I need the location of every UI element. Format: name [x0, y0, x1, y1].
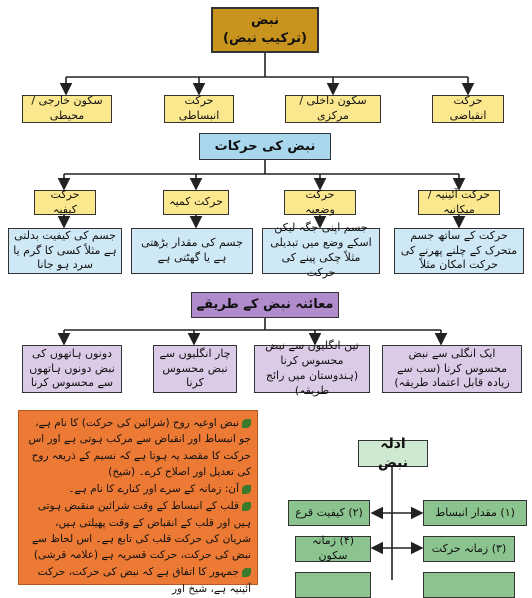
- methods-heading-text: معائنہ نبض کے طریقے: [196, 297, 334, 313]
- root-title: نبض: [251, 13, 279, 29]
- movement-mechanical: [418, 187, 500, 216]
- root-node: [211, 7, 319, 53]
- movement-label: حرکت کیفیہ: [50, 187, 80, 216]
- movements-heading: [199, 133, 331, 160]
- method-label: چار انگلیوں سے نبض محسوس کرنا: [159, 346, 231, 390]
- evidence-label: (۴) زمانہ سکون: [311, 534, 355, 562]
- evidence-beat-quality: [288, 500, 370, 526]
- method-label: ایک انگلی سے نبض محسوس کرنا (سب سے زیادہ قابل اعتماد طریقہ): [394, 346, 510, 390]
- notes-box: [18, 410, 258, 595]
- note-text: نبض اوعیہ روح (شرائین کی حرکت) کا نام ہے، جو انبساط اور انقباض سے مرکب ہوتی ہے اور اس حرکت کا مقصد یہ ہوتا ہے کہ نسیم کے ذریعہ روح کی تعدیل اور اصلاح کرے۔ (شیخ): [28, 417, 251, 478]
- note-text: جمہور کا اتفاق ہے کہ نبض کی حرکت، حرکت آئینیہ ہے، شیخ اور: [37, 566, 251, 595]
- movement-desc-quantitative: [131, 228, 253, 274]
- movement-desc: جسم کی کیفیت بدلتی ہے مثلاً کسی کا گرم یا سرد ہو جانا: [13, 228, 117, 272]
- leaf-bullet-icon: [242, 568, 251, 577]
- root-subtitle: (ترکیب نبض): [223, 31, 307, 46]
- evidence-partial-box: [423, 572, 515, 598]
- movement-quantitative: [163, 190, 229, 215]
- method-one-finger: [382, 345, 522, 393]
- note-text: قلب کے انبساط کے وقت شرائین منقبض ہوتی ہیں اور قلب کے انقباض کے وقت پھیلتی ہیں، شریان کی حرکت قلب کی تابع ہے۔ اس لحاظ سے نبض کی حرکت، حرکت قسریہ ہے (علامہ قرشی): [31, 500, 251, 562]
- methods-heading: [191, 292, 339, 318]
- evidence-partial-box: [295, 572, 371, 598]
- movement-positional: [284, 187, 356, 216]
- note-item: [25, 564, 251, 597]
- method-label: تین انگلیوں سے نبض محسوس کرنا (ہندوستان میں رائج طریقہ): [265, 339, 359, 397]
- leaf-bullet-icon: [242, 419, 251, 428]
- evidence-rest-duration: [295, 536, 371, 562]
- evidence-heading: [358, 435, 428, 471]
- top-item-expansion: [164, 95, 234, 123]
- movement-desc: حرکت کے ساتھ جسم متحرک کے چلنے پھرنے کی حرکت امکان مثلاً: [400, 228, 518, 272]
- movement-desc-positional: [262, 221, 380, 279]
- evidence-expansion-amount: [423, 500, 527, 526]
- movement-label: حرکت وضعیہ: [305, 187, 335, 216]
- note-text: آن: زمانہ کے سرے اور کنارے کا نام ہے۔: [68, 483, 239, 496]
- note-item: [25, 498, 251, 563]
- movement-desc-mechanical: [394, 228, 524, 274]
- leaf-bullet-icon: [242, 502, 251, 511]
- method-three-fingers: [254, 339, 370, 397]
- movement-desc-qualitative: [8, 228, 122, 274]
- movement-label: حرکت کمیہ: [169, 195, 223, 209]
- movement-label: حرکت آئینیہ / میکانیہ: [427, 187, 491, 216]
- evidence-movement-duration: [423, 536, 515, 562]
- top-item-internal-rest: [285, 95, 381, 123]
- movements-heading-text: نبض کی حرکات: [214, 138, 316, 154]
- movement-desc: جسم اپنی جگہ لیکن اسکے وضع میں تبدیلی مثلاً چکی پینے کی حرکت: [270, 221, 372, 279]
- top-item-contraction: [432, 95, 504, 123]
- top-item-label: حرکت انبساطی: [178, 94, 220, 122]
- evidence-label: (۳) زمانہ حرکت: [431, 541, 507, 555]
- method-label: دونوں ہاتھوں کی نبض دونوں ہاتھوں سے محسوس کرنا: [29, 346, 115, 390]
- top-item-label: سکون خارجی / محیطی: [31, 94, 103, 122]
- movement-qualitative: [34, 187, 96, 216]
- top-item-label: سکون داخلی / مرکزی: [299, 94, 367, 122]
- evidence-label: (۲) کیفیت قرع: [295, 505, 363, 519]
- note-item: [25, 481, 251, 497]
- evidence-label: (۱) مقدار انبساط: [435, 505, 515, 519]
- leaf-bullet-icon: [242, 485, 251, 494]
- evidence-heading-text: ادلہ نبض: [377, 435, 409, 471]
- method-both-hands: [22, 345, 122, 393]
- note-item: [25, 415, 251, 480]
- top-item-label: حرکت انقباضی: [449, 94, 487, 122]
- top-item-external-rest: [22, 95, 112, 123]
- movement-desc: جسم کی مقدار بڑھتی ہے یا گھٹتی ہے: [141, 236, 243, 264]
- method-four-fingers: [153, 345, 237, 393]
